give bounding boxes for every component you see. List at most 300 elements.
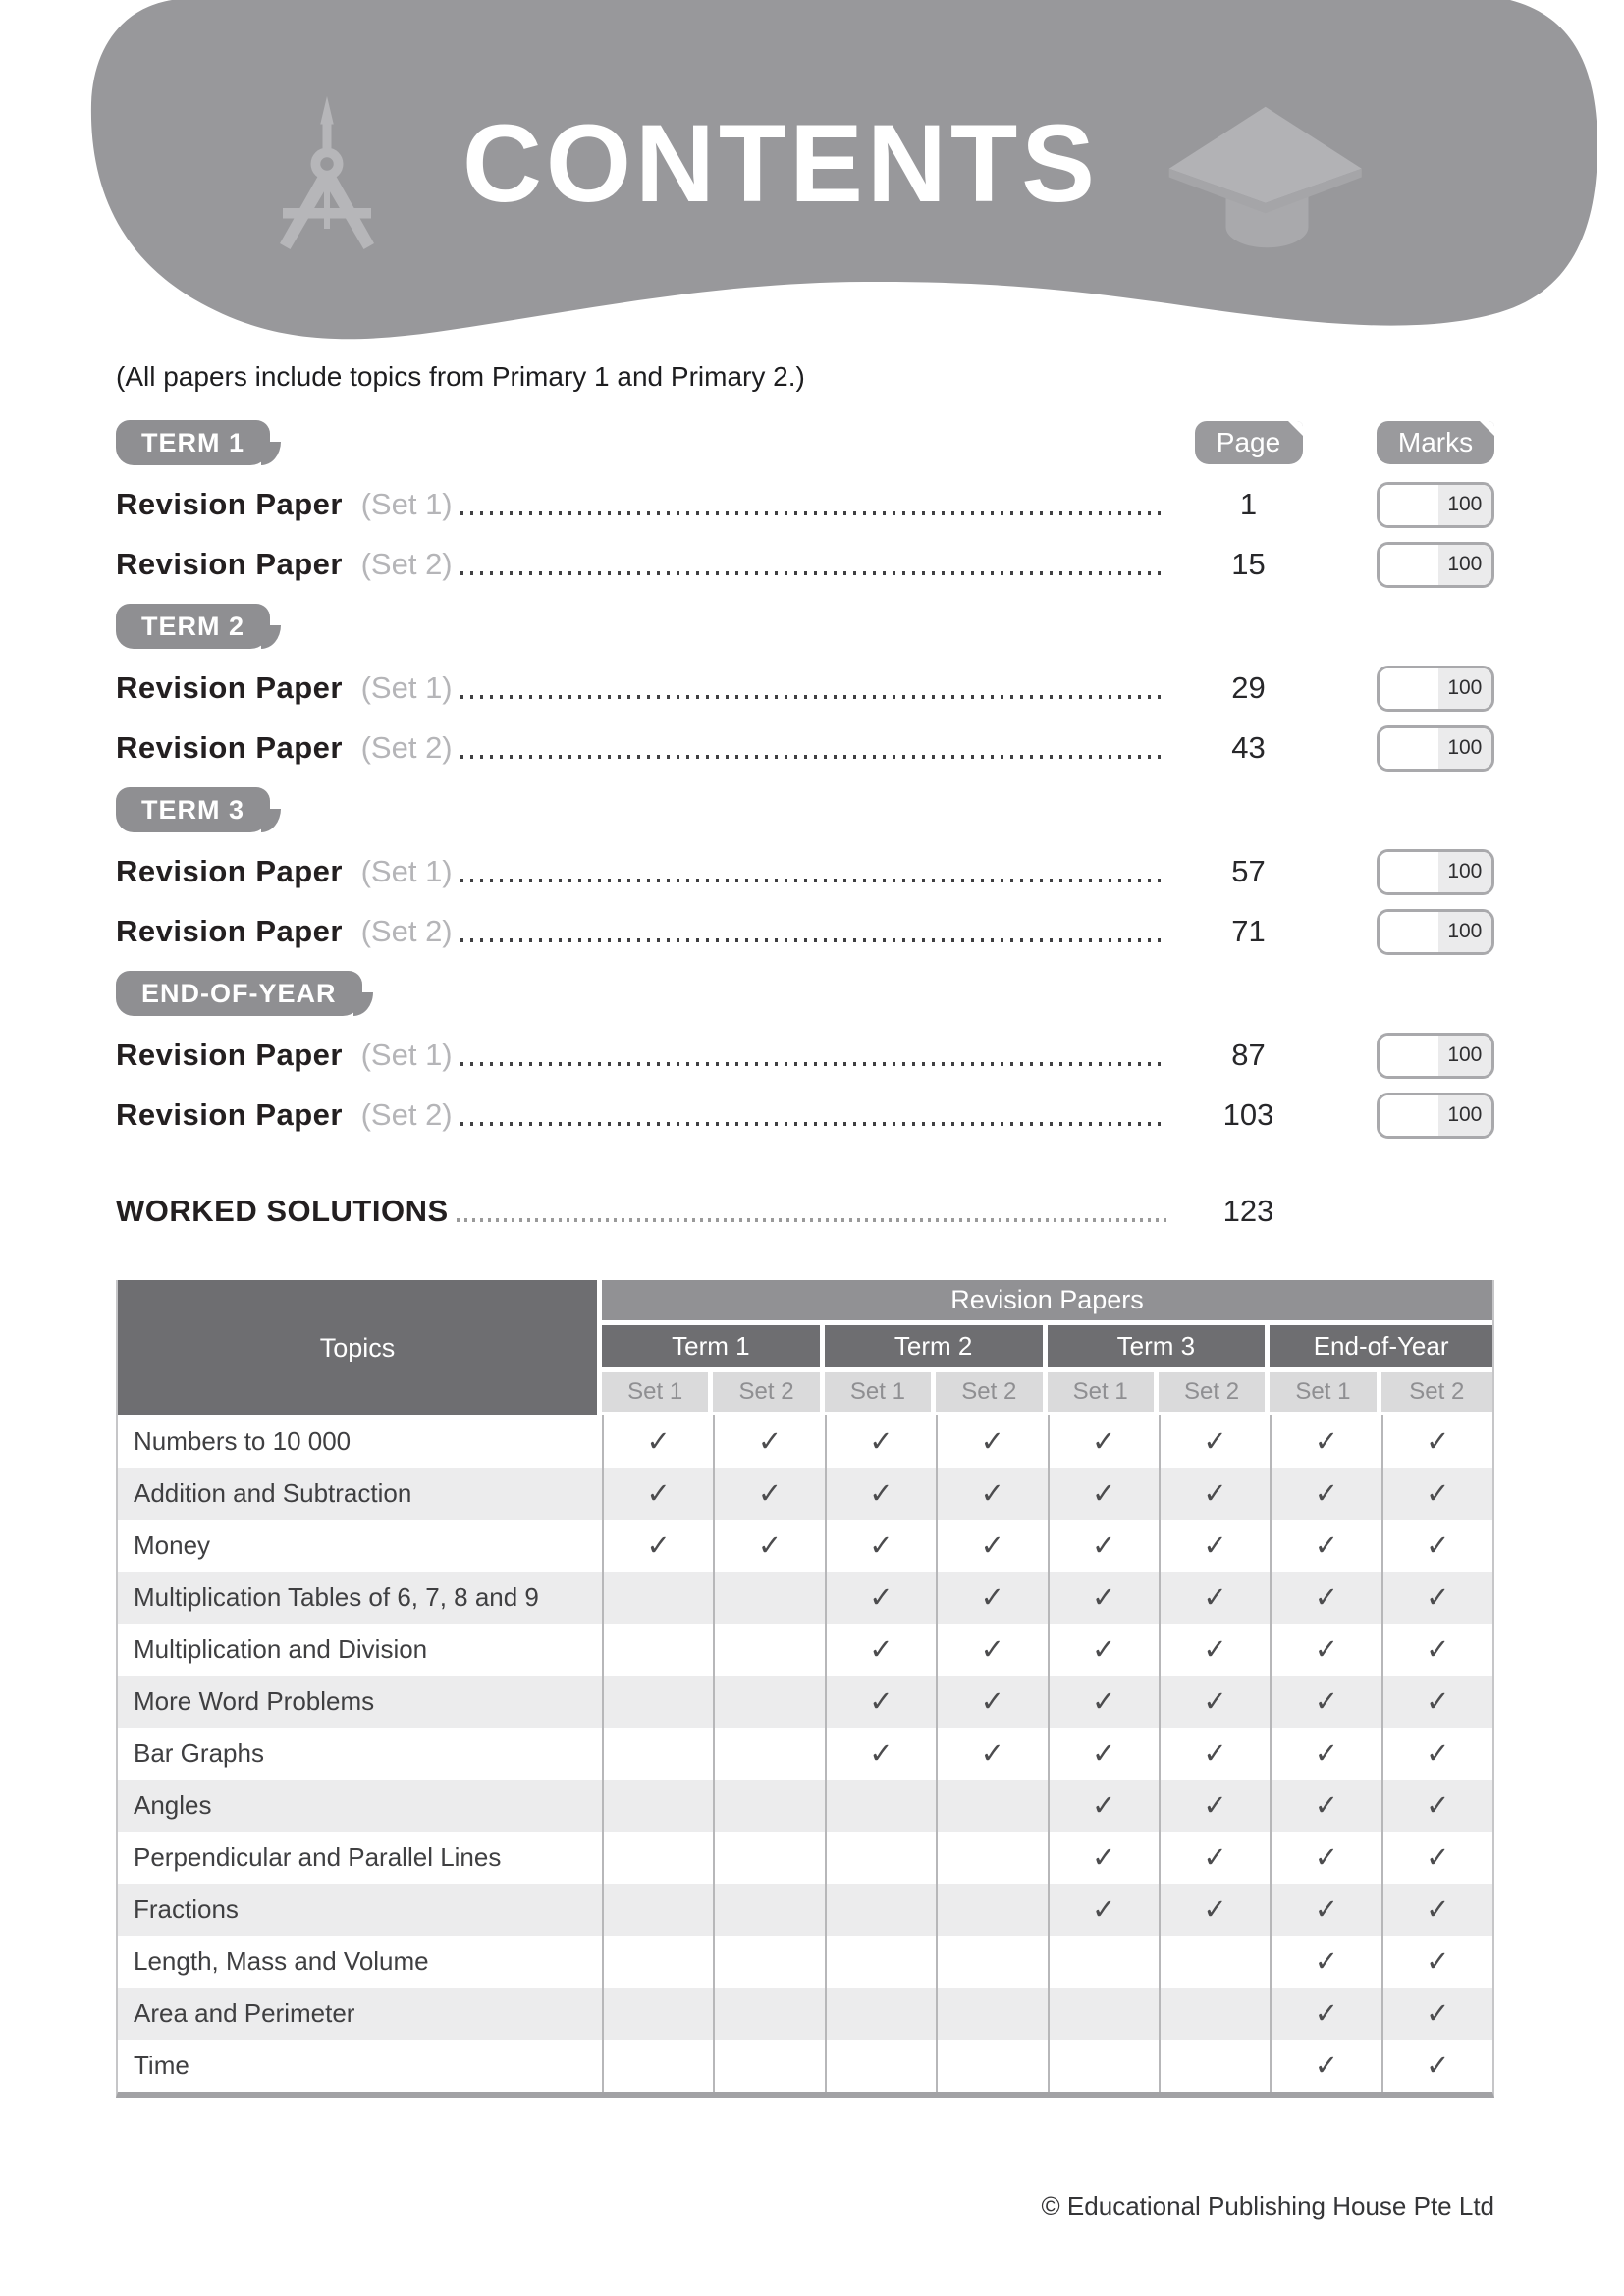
check-icon: ✓ [1314,1790,1339,1822]
table-row [118,1624,1492,1676]
entry-title [116,854,453,889]
check-cell-empty [713,1832,824,1884]
check-cell [1381,1415,1492,1468]
check-cell [1159,1624,1270,1676]
check-icon: ✓ [646,1478,671,1510]
marks-blank-area [1380,668,1438,709]
check-cell-empty [713,1936,824,1988]
check-cell [1048,1468,1159,1520]
check-cell [1270,1572,1380,1624]
table-row [118,1415,1492,1468]
check-icon: ✓ [1203,1738,1227,1770]
check-cell [1159,1832,1270,1884]
check-icon: ✓ [1314,1686,1339,1718]
check-cell [602,1468,713,1520]
check-cell-empty [936,1780,1047,1832]
table-header-term-1: Term 1 [602,1325,825,1372]
check-cell [1159,1520,1270,1572]
entry-title [116,730,453,766]
marks-column-slot [1377,421,1494,464]
term-badge: END-OF-YEAR [116,971,362,1016]
check-icon: ✓ [1426,1790,1450,1822]
toc-entry [116,1092,1494,1139]
topics-table-body [118,1415,1492,2092]
dotted-leader [460,511,1166,515]
check-cell [1381,1572,1492,1624]
check-icon: ✓ [1092,1478,1116,1510]
check-cell [936,1415,1047,1468]
check-cell [825,1520,936,1572]
marks-slot [1377,542,1494,588]
term-badge: TERM 1 [116,420,270,465]
entry-title [116,914,453,949]
check-cell-empty [713,1728,824,1780]
entry-set-label: (Set 1) [352,670,453,705]
topic-cell: More Word Problems [134,1686,375,1716]
check-cell [1270,1780,1380,1832]
table-row [118,1728,1492,1780]
marks-box [1377,1093,1494,1139]
check-cell [1048,1676,1159,1728]
check-cell-empty [713,1780,824,1832]
table-header-set: Set 2 [1159,1372,1270,1415]
check-icon: ✓ [1203,1842,1227,1874]
check-cell [1048,1572,1159,1624]
check-cell [1270,1728,1380,1780]
check-cell [936,1728,1047,1780]
check-icon: ✓ [1314,1426,1339,1458]
page-number: 87 [1231,1038,1266,1072]
check-cell [1381,1728,1492,1780]
check-icon: ✓ [1314,1947,1339,1978]
dotted-leader [460,1062,1166,1066]
topics-table [116,1280,1494,2098]
check-cell [825,1572,936,1624]
marks-total: 100 [1438,1095,1491,1136]
toc-entry [116,724,1494,772]
table-header-set: Set 1 [825,1372,936,1415]
marks-blank-area [1380,728,1438,769]
check-icon: ✓ [869,1426,893,1458]
check-cell [1159,1884,1270,1936]
check-icon: ✓ [980,1738,1004,1770]
entry-title-bold: Revision Paper [116,670,343,705]
check-icon: ✓ [1203,1895,1227,1926]
term-badge: TERM 2 [116,604,270,649]
check-cell [713,1520,824,1572]
check-cell [936,1468,1047,1520]
marks-total: 100 [1438,912,1491,952]
toc-section [116,787,1494,955]
check-cell-empty [713,1624,824,1676]
check-icon: ✓ [1426,1842,1450,1874]
check-icon: ✓ [980,1634,1004,1666]
check-icon: ✓ [869,1582,893,1614]
check-icon: ✓ [980,1530,1004,1562]
marks-slot [1377,909,1494,955]
check-cell [936,1624,1047,1676]
topic-cell: Numbers to 10 000 [134,1426,352,1456]
page-number: 57 [1231,854,1266,888]
topic-cell: Multiplication and Division [134,1634,428,1664]
check-icon: ✓ [1203,1634,1227,1666]
check-cell [825,1468,936,1520]
check-icon: ✓ [1203,1530,1227,1562]
check-cell [825,1728,936,1780]
toc-section [116,604,1494,772]
dotted-leader [460,938,1166,942]
check-icon: ✓ [1092,1582,1116,1614]
marks-box [1377,849,1494,895]
check-icon: ✓ [1092,1738,1116,1770]
section-head [116,604,1494,649]
marks-slot [1377,1033,1494,1079]
marks-box [1377,1033,1494,1079]
page-column-header: Page [1195,421,1303,464]
check-cell [936,1676,1047,1728]
footer-copyright: © Educational Publishing House Pte Ltd [1041,2191,1494,2220]
check-cell-empty [602,2040,713,2092]
check-cell-empty [1159,1936,1270,1988]
check-icon: ✓ [980,1478,1004,1510]
check-cell-empty [602,1832,713,1884]
marks-blank-area [1380,485,1438,525]
page-title: CONTENTS [462,101,1099,225]
check-cell-empty [1159,2040,1270,2092]
toc-entry [116,908,1494,955]
check-icon: ✓ [1314,1895,1339,1926]
worked-solutions-entry [116,1188,1494,1235]
marks-total: 100 [1438,668,1491,709]
check-cell-empty [602,1936,713,1988]
check-cell-empty [825,2040,936,2092]
entry-title-bold: Revision Paper [116,547,343,581]
topic-cell: Length, Mass and Volume [134,1947,429,1976]
check-cell [1270,1676,1380,1728]
check-cell [1048,1415,1159,1468]
table-row [118,1936,1492,1988]
toc-entry [116,481,1494,528]
table-header-term-2: Term 2 [825,1325,1048,1372]
check-icon: ✓ [1092,1895,1116,1926]
page-column-slot [1172,421,1325,464]
check-cell [1381,1676,1492,1728]
dotted-leader [460,755,1166,759]
marks-blank-area [1380,852,1438,892]
toc-entry [116,1032,1494,1079]
check-icon: ✓ [757,1426,783,1458]
check-cell-empty [1048,2040,1159,2092]
contents-body [116,361,1494,2098]
check-cell [1381,1988,1492,2040]
check-icon: ✓ [869,1478,893,1510]
marks-box [1377,666,1494,712]
intro-note: (All papers include topics from Primary 1 and Primary 2.) [116,361,805,392]
check-cell [825,1676,936,1728]
marks-blank-area [1380,545,1438,585]
page-number: 1 [1239,487,1258,521]
entry-title [116,670,453,706]
marks-total: 100 [1438,728,1491,769]
check-cell [936,1572,1047,1624]
page-number: 29 [1231,670,1266,705]
check-icon: ✓ [1426,2051,1450,2082]
page-number: 123 [1222,1194,1274,1228]
check-icon: ✓ [1203,1686,1227,1718]
check-cell [1270,1468,1380,1520]
check-icon: ✓ [1314,1478,1339,1510]
check-cell-empty [602,1624,713,1676]
check-cell [1270,1624,1380,1676]
entry-set-label: (Set 1) [352,1038,453,1072]
check-cell [825,1415,936,1468]
table-header-term-3: Term 3 [1048,1325,1271,1372]
check-cell-empty [1048,1936,1159,1988]
section-head [116,420,1494,465]
table-row [118,1988,1492,2040]
check-cell-empty [936,2040,1047,2092]
table-row [118,2040,1492,2092]
entry-title-bold: Revision Paper [116,914,343,948]
check-icon: ✓ [1314,1999,1339,2030]
check-icon: ✓ [1314,1634,1339,1666]
dotted-leader [460,879,1166,882]
check-cell-empty [1048,1988,1159,2040]
check-cell-empty [602,1988,713,2040]
marks-column-header: Marks [1377,421,1494,464]
check-icon: ✓ [1092,1842,1116,1874]
check-icon: ✓ [1092,1426,1116,1458]
check-cell [1270,1884,1380,1936]
check-icon: ✓ [646,1530,671,1562]
entry-title-bold: Revision Paper [116,1097,343,1132]
topic-cell: Time [134,2051,189,2080]
check-cell-empty [936,1832,1047,1884]
check-cell [1381,1468,1492,1520]
check-cell [1048,1832,1159,1884]
toc-section [116,420,1494,588]
page-number: 103 [1222,1097,1274,1132]
check-icon: ✓ [980,1582,1004,1614]
entry-title-bold: Revision Paper [116,854,343,888]
check-icon: ✓ [1203,1426,1227,1458]
check-cell [1270,1988,1380,2040]
table-row [118,1780,1492,1832]
check-cell [1159,1728,1270,1780]
check-cell [1159,1780,1270,1832]
table-row [118,1572,1492,1624]
toc-section [116,971,1494,1139]
check-cell-empty [825,1832,936,1884]
check-icon: ✓ [1092,1790,1116,1822]
check-cell [602,1415,713,1468]
marks-blank-area [1380,1095,1438,1136]
check-icon: ✓ [1426,1634,1450,1666]
marks-blank-area [1380,1036,1438,1076]
check-icon: ✓ [869,1738,893,1770]
entry-set-label: (Set 2) [352,914,453,948]
check-cell [1270,1832,1380,1884]
check-icon: ✓ [1426,1478,1450,1510]
marks-box [1377,725,1494,772]
topic-cell: Money [134,1530,211,1560]
table-header-set: Set 1 [1270,1372,1380,1415]
check-icon: ✓ [1426,1738,1450,1770]
check-icon: ✓ [1314,2051,1339,2082]
check-cell-empty [936,1988,1047,2040]
topic-cell: Bar Graphs [134,1738,264,1768]
check-cell-empty [1159,1988,1270,2040]
marks-box [1377,909,1494,955]
check-icon: ✓ [1314,1738,1339,1770]
check-cell-empty [936,1884,1047,1936]
check-cell [1270,1936,1380,1988]
table-header-set: Set 1 [602,1372,713,1415]
check-cell-empty [713,1988,824,2040]
check-cell [713,1415,824,1468]
check-icon: ✓ [757,1478,783,1510]
check-icon: ✓ [757,1530,783,1562]
worked-solutions-title: WORKED SOLUTIONS [116,1194,449,1228]
marks-slot [1377,666,1494,712]
table-row [118,1468,1492,1520]
table-header-set: Set 2 [936,1372,1047,1415]
check-cell-empty [602,1780,713,1832]
topic-cell: Addition and Subtraction [134,1478,412,1508]
entry-title [116,1097,453,1133]
check-cell [1381,1884,1492,1936]
topic-cell: Area and Perimeter [134,1999,355,2028]
check-icon: ✓ [980,1426,1004,1458]
marks-box [1377,482,1494,528]
check-cell-empty [602,1676,713,1728]
check-icon: ✓ [1314,1582,1339,1614]
toc-entry [116,848,1494,895]
topic-cell: Fractions [134,1895,239,1924]
entry-title [116,487,453,522]
table-header-set: Set 1 [1048,1372,1159,1415]
check-cell [1381,1520,1492,1572]
check-cell-empty [713,2040,824,2092]
check-icon: ✓ [646,1426,671,1458]
dotted-leader [460,1122,1166,1126]
check-cell-empty [602,1884,713,1936]
table-header-set: Set 2 [713,1372,824,1415]
entry-title [116,1038,453,1073]
check-cell [1159,1468,1270,1520]
dotted-leader [460,571,1166,575]
check-icon: ✓ [1314,1842,1339,1874]
dotted-leader [460,695,1166,699]
check-icon: ✓ [869,1634,893,1666]
entry-title-bold: Revision Paper [116,730,343,765]
table-header-topics: Topics [118,1280,602,1415]
entry-set-label: (Set 1) [352,854,453,888]
check-cell [1048,1780,1159,1832]
check-icon: ✓ [1426,1999,1450,2030]
check-icon: ✓ [980,1686,1004,1718]
topic-cell: Perpendicular and Parallel Lines [134,1842,502,1872]
marks-total: 100 [1438,852,1491,892]
check-cell-empty [825,1988,936,2040]
check-icon: ✓ [1426,1530,1450,1562]
check-cell [1048,1624,1159,1676]
check-icon: ✓ [1426,1895,1450,1926]
marks-box [1377,542,1494,588]
page-number: 15 [1231,547,1266,581]
check-cell-empty [713,1884,824,1936]
marks-blank-area [1380,912,1438,952]
check-cell [1381,1780,1492,1832]
check-cell [1270,1415,1380,1468]
table-header-group: Revision Papers [602,1280,1492,1325]
entry-set-label: (Set 2) [352,730,453,765]
graduation-cap-icon [1161,96,1367,258]
check-cell [825,1624,936,1676]
entry-title [116,547,453,582]
check-icon: ✓ [869,1686,893,1718]
toc-entry [116,541,1494,588]
table-row [118,1520,1492,1572]
check-cell [713,1468,824,1520]
toc-entry [116,665,1494,712]
topic-cell: Angles [134,1790,212,1820]
toc-sections [116,420,1494,1139]
page-number: 71 [1231,914,1266,948]
check-icon: ✓ [1092,1686,1116,1718]
check-cell [1048,1884,1159,1936]
check-icon: ✓ [1203,1790,1227,1822]
check-cell-empty [825,1884,936,1936]
check-icon: ✓ [1426,1426,1450,1458]
check-cell [1159,1676,1270,1728]
check-cell-empty [602,1728,713,1780]
page-number: 43 [1231,730,1266,765]
check-cell-empty [602,1572,713,1624]
check-icon: ✓ [1426,1686,1450,1718]
check-cell-empty [825,1780,936,1832]
entry-set-label: (Set 2) [352,1097,453,1132]
dotted-leader [457,1218,1166,1222]
term-badge: TERM 3 [116,787,270,832]
table-row [118,1676,1492,1728]
table-header-set: Set 2 [1381,1372,1492,1415]
check-icon: ✓ [1426,1947,1450,1978]
check-cell [1270,2040,1380,2092]
entry-title-bold: Revision Paper [116,487,343,521]
check-icon: ✓ [1314,1530,1339,1562]
table-header-end-of-year: End-of-Year [1270,1325,1492,1372]
section-head [116,971,1494,1016]
marks-slot [1377,725,1494,772]
check-cell-empty [713,1572,824,1624]
check-cell [1381,1936,1492,1988]
marks-slot [1377,482,1494,528]
marks-slot [1377,849,1494,895]
topic-cell: Multiplication Tables of 6, 7, 8 and 9 [134,1582,539,1612]
table-row [118,1884,1492,1936]
check-cell [1048,1728,1159,1780]
check-cell-empty [825,1936,936,1988]
check-cell-empty [936,1936,1047,1988]
table-row [118,1832,1492,1884]
drafting-compass-icon [253,96,401,258]
check-cell-empty [713,1676,824,1728]
check-icon: ✓ [1203,1478,1227,1510]
check-cell [1381,1832,1492,1884]
marks-total: 100 [1438,485,1491,525]
check-icon: ✓ [1203,1582,1227,1614]
